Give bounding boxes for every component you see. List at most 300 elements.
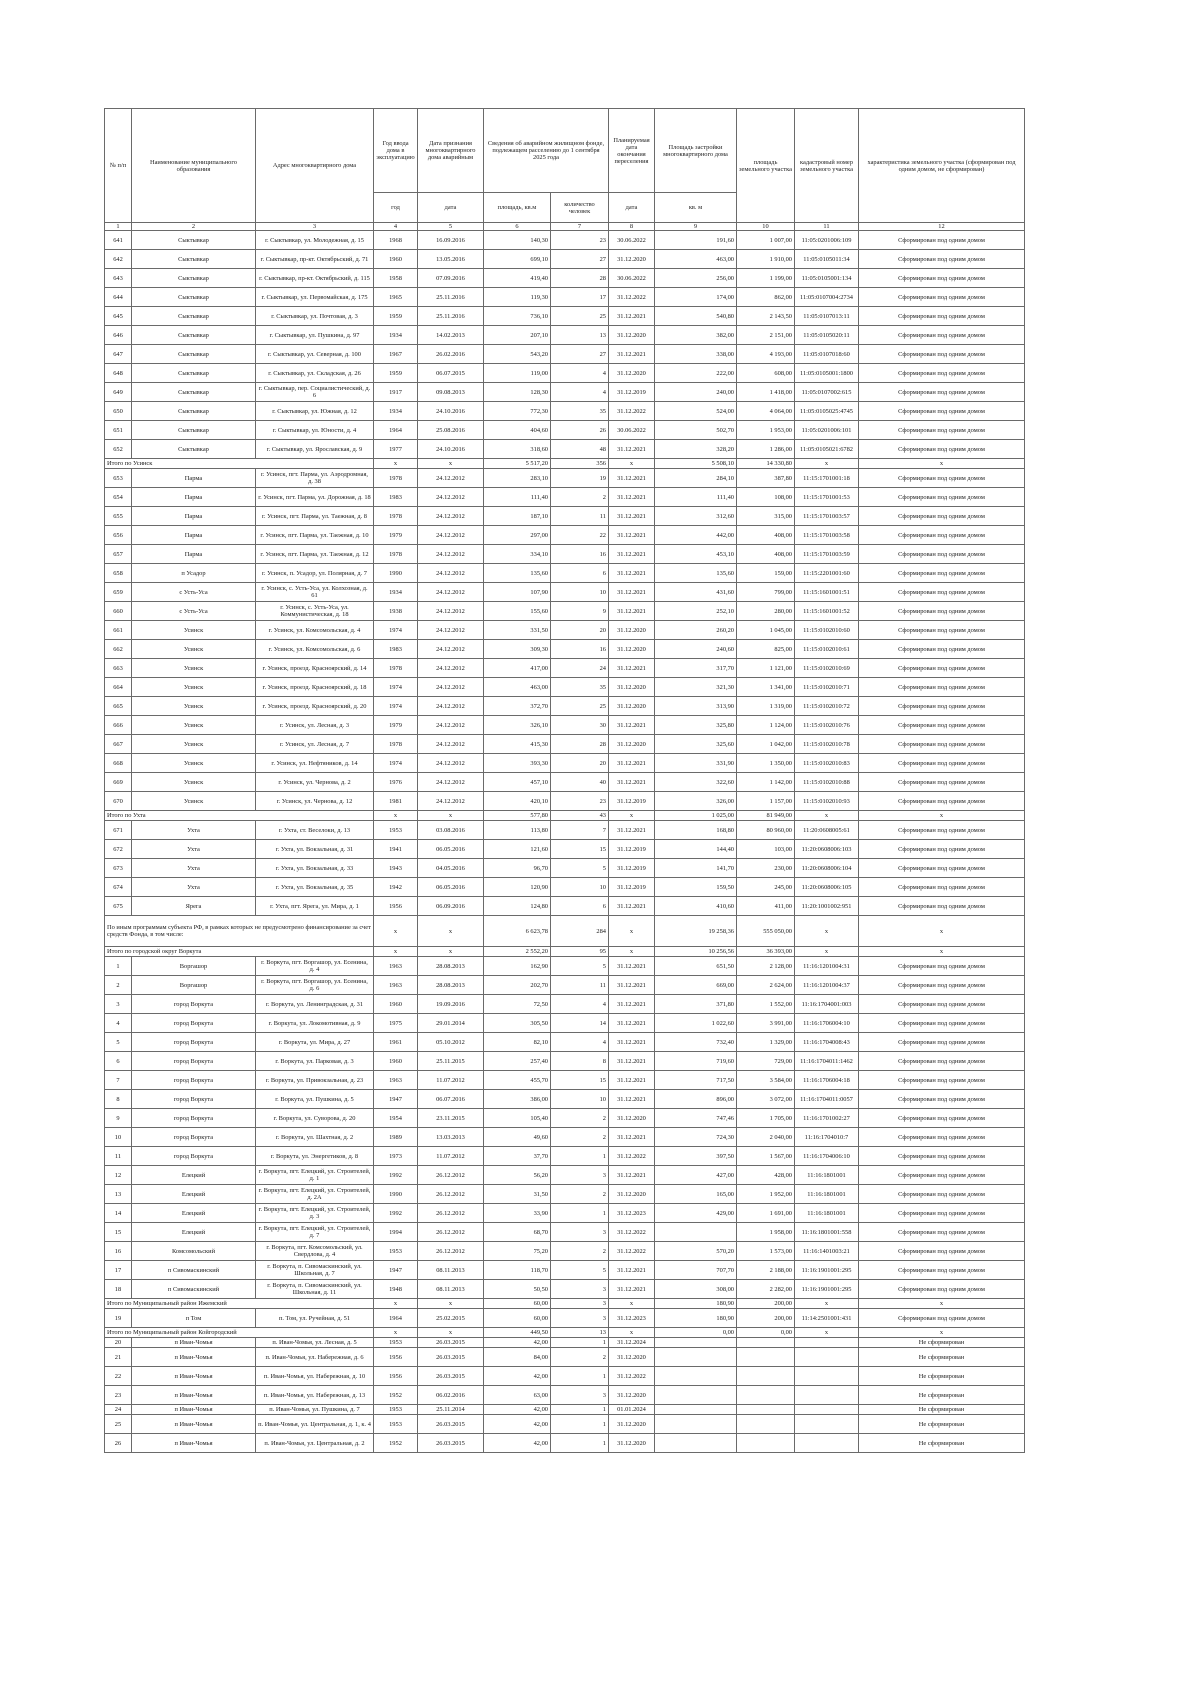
cell-number: 674	[105, 878, 132, 897]
table-row	[105, 345, 1025, 364]
cell-emergency-date: 24.12.2012	[418, 507, 484, 526]
cell-land-area: 3 584,00	[737, 1071, 795, 1090]
cell-cadastral: 11:15:0102010:78	[795, 735, 859, 754]
table-row	[105, 564, 1025, 583]
cell-address: п. Иван-Чомья, ул. Центральная, д. 2	[256, 1434, 374, 1453]
cell-land-area: 1 341,00	[737, 678, 795, 697]
cell-number: 15	[105, 1223, 132, 1242]
cell-people: 48	[551, 440, 609, 459]
cell-plan-date: 31.12.2020	[609, 735, 655, 754]
cell-people: 6	[551, 897, 609, 916]
table-row	[105, 1071, 1025, 1090]
cell-emergency-date: 11.07.2012	[418, 1071, 484, 1090]
cell-number: 665	[105, 697, 132, 716]
cell-build-area: 240,00	[655, 383, 737, 402]
cell-land-status: Не сформирован	[859, 1434, 1025, 1453]
cell-land-status: Сформирован под одним домом	[859, 1090, 1025, 1109]
cell-plan-date: 31.12.2022	[609, 1223, 655, 1242]
cell-people: 43	[551, 811, 609, 821]
cell-emergency-date: 03.08.2016	[418, 821, 484, 840]
column-number: 2	[132, 223, 256, 231]
cell-number: 11	[105, 1147, 132, 1166]
cell-year: x	[374, 947, 418, 957]
cell-land-area: 2 282,00	[737, 1280, 795, 1299]
cell-build-area: 328,20	[655, 440, 737, 459]
cell-number: 9	[105, 1109, 132, 1128]
cell-land-area: 81 949,00	[737, 811, 795, 821]
cell-number: 648	[105, 364, 132, 383]
cell-land-status: Сформирован под одним домом	[859, 995, 1025, 1014]
cell-land-status: Сформирован под одним домом	[859, 307, 1025, 326]
cell-people: 40	[551, 773, 609, 792]
cell-emergency-date: 08.11.2013	[418, 1280, 484, 1299]
cell-address: г. Сыктывкар, ул. Северная, д. 100	[256, 345, 374, 364]
table-row	[105, 716, 1025, 735]
cell-municipality: Усинск	[132, 735, 256, 754]
cell-municipality: Сыктывкар	[132, 364, 256, 383]
table-row	[105, 1128, 1025, 1147]
cell-emergency-date: 06.09.2016	[418, 897, 484, 916]
cell-year: 1953	[374, 1415, 418, 1434]
cell-emergency-date: x	[418, 811, 484, 821]
cell-cadastral: 11:05:0107013:11	[795, 307, 859, 326]
header-number: № п/п	[105, 109, 132, 223]
cell-cadastral: 11:15:1701003:58	[795, 526, 859, 545]
table-row	[105, 697, 1025, 716]
cell-cadastral: 11:16:1704006:10	[795, 1147, 859, 1166]
cell-address: г. Воркута, пгт. Елецкий, ул. Строителей, д. 7	[256, 1223, 374, 1242]
cell-emergency-date: 11.07.2012	[418, 1147, 484, 1166]
cell-land-status: Сформирован под одним домом	[859, 326, 1025, 345]
cell-address: г. Сыктывкар, пр-кт. Октябрьский, д. 115	[256, 269, 374, 288]
cell-year: x	[374, 459, 418, 469]
cell-number: 14	[105, 1204, 132, 1223]
cell-municipality: Парма	[132, 545, 256, 564]
cell-plan-date: 31.12.2019	[609, 878, 655, 897]
cell-land-area: 1 042,00	[737, 735, 795, 754]
cell-people: 35	[551, 402, 609, 421]
table-row	[105, 1204, 1025, 1223]
table-row	[105, 1280, 1025, 1299]
cell-land-status: Сформирован под одним домом	[859, 345, 1025, 364]
cell-area: 420,10	[484, 792, 551, 811]
cell-area: 37,70	[484, 1147, 551, 1166]
cell-land-status: x	[859, 1299, 1025, 1309]
cell-area: 33,90	[484, 1204, 551, 1223]
cell-municipality: город Воркута	[132, 1014, 256, 1033]
header-year: Год ввода дома в эксплуатацию	[374, 109, 418, 193]
cell-cadastral: 11:20:0608006:103	[795, 840, 859, 859]
cell-area: 207,10	[484, 326, 551, 345]
column-number: 10	[737, 223, 795, 231]
cell-area: 72,50	[484, 995, 551, 1014]
cell-land-area	[737, 1386, 795, 1405]
cell-area: 415,30	[484, 735, 551, 754]
cell-municipality: п Иван-Чомья	[132, 1348, 256, 1367]
cell-plan-date: 31.12.2021	[609, 307, 655, 326]
table-row	[105, 488, 1025, 507]
cell-build-area	[655, 1415, 737, 1434]
cell-year: 1942	[374, 878, 418, 897]
header-land-area: площадь земельного участка	[737, 109, 795, 223]
cell-address: г. Воркута, ул. Пушкина, д. 5	[256, 1090, 374, 1109]
table-row	[105, 1434, 1025, 1453]
cell-build-area: 191,60	[655, 231, 737, 250]
cell-people: 20	[551, 754, 609, 773]
cell-people: 27	[551, 250, 609, 269]
cell-year: 1994	[374, 1223, 418, 1242]
cell-area: 297,00	[484, 526, 551, 545]
cell-land-status: Сформирован под одним домом	[859, 640, 1025, 659]
table-row	[105, 250, 1025, 269]
header-plan-date: Планируемая дата окончания переселения	[609, 109, 655, 193]
cell-plan-date: 31.12.2021	[609, 526, 655, 545]
cell-land-status: Не сформирован	[859, 1386, 1025, 1405]
cell-land-area: 2 151,00	[737, 326, 795, 345]
cell-emergency-date: 05.10.2012	[418, 1033, 484, 1052]
cell-build-area: 410,60	[655, 897, 737, 916]
cell-people: 19	[551, 469, 609, 488]
cell-number: 642	[105, 250, 132, 269]
cell-people: 95	[551, 947, 609, 957]
cell-people: 284	[551, 916, 609, 947]
cell-address: г. Воркута, ул. Энергетиков, д. 8	[256, 1147, 374, 1166]
cell-year: 1958	[374, 269, 418, 288]
cell-plan-date: x	[609, 916, 655, 947]
cell-land-status: x	[859, 811, 1025, 821]
cell-cadastral: 11:05:0201006:109	[795, 231, 859, 250]
subtotal-row	[105, 1328, 1025, 1338]
cell-area: 96,70	[484, 859, 551, 878]
cell-land-area: 2 040,00	[737, 1128, 795, 1147]
cell-land-status: Сформирован под одним домом	[859, 878, 1025, 897]
cell-land-area: 408,00	[737, 545, 795, 564]
table-row	[105, 602, 1025, 621]
table-row	[105, 440, 1025, 459]
cell-land-status: Сформирован под одним домом	[859, 1280, 1025, 1299]
cell-land-area	[737, 1405, 795, 1415]
cell-cadastral: 11:05:0107002:615	[795, 383, 859, 402]
cell-land-status: Сформирован под одним домом	[859, 1166, 1025, 1185]
cell-number: 4	[105, 1014, 132, 1033]
subtotal-row	[105, 947, 1025, 957]
cell-emergency-date: 13.05.2016	[418, 250, 484, 269]
cell-municipality: Усинск	[132, 716, 256, 735]
cell-build-area: 651,50	[655, 957, 737, 976]
cell-cadastral: 11:15:1701003:57	[795, 507, 859, 526]
cell-build-area: 322,60	[655, 773, 737, 792]
cell-build-area: 431,60	[655, 583, 737, 602]
cell-people: 23	[551, 231, 609, 250]
cell-number: 661	[105, 621, 132, 640]
cell-plan-date: 31.12.2021	[609, 957, 655, 976]
cell-land-area: 799,00	[737, 583, 795, 602]
cell-area: 50,50	[484, 1280, 551, 1299]
cell-address: г. Воркута, п. Сивомаскинский, ул. Школьная, д. 11	[256, 1280, 374, 1299]
cell-year: 1943	[374, 859, 418, 878]
cell-land-area: 408,00	[737, 526, 795, 545]
cell-number: 660	[105, 602, 132, 621]
cell-plan-date: 31.12.2021	[609, 1166, 655, 1185]
table-row	[105, 1338, 1025, 1348]
cell-land-area: 729,00	[737, 1052, 795, 1071]
table-row	[105, 897, 1025, 916]
cell-land-area: 2 143,50	[737, 307, 795, 326]
cell-address: г. Воркута, пгт. Комсомольский, ул. Свердлова, д. 4	[256, 1242, 374, 1261]
cell-land-status: Сформирован под одним домом	[859, 602, 1025, 621]
cell-municipality: Усинск	[132, 640, 256, 659]
cell-build-area: 135,60	[655, 564, 737, 583]
cell-people: 2	[551, 1348, 609, 1367]
cell-land-status: Сформирован под одним домом	[859, 1223, 1025, 1242]
cell-number: 6	[105, 1052, 132, 1071]
cell-cadastral: x	[795, 811, 859, 821]
table-row	[105, 1348, 1025, 1367]
cell-land-area: 1 319,00	[737, 697, 795, 716]
cell-municipality: город Воркута	[132, 1147, 256, 1166]
cell-year: 1956	[374, 897, 418, 916]
cell-year: 1959	[374, 307, 418, 326]
cell-address: п. Иван-Чомья, ул. Набережная, д. 10	[256, 1367, 374, 1386]
cell-number: 643	[105, 269, 132, 288]
table-row	[105, 735, 1025, 754]
cell-land-area: 1 007,00	[737, 231, 795, 250]
cell-plan-date: x	[609, 811, 655, 821]
cell-land-area: 1 958,00	[737, 1223, 795, 1242]
cell-land-area	[737, 1367, 795, 1386]
cell-people: 356	[551, 459, 609, 469]
cell-cadastral: 11:20:1001002:951	[795, 897, 859, 916]
cell-emergency-date: x	[418, 916, 484, 947]
cell-plan-date: 31.12.2021	[609, 716, 655, 735]
cell-year: 1979	[374, 716, 418, 735]
cell-build-area: 308,00	[655, 1280, 737, 1299]
subheader-plan-date: дата	[609, 193, 655, 223]
cell-year: 1952	[374, 1434, 418, 1453]
cell-cadastral: 11:05:0105021:6782	[795, 440, 859, 459]
cell-plan-date: 31.12.2020	[609, 640, 655, 659]
cell-number: 13	[105, 1185, 132, 1204]
cell-year: 1979	[374, 526, 418, 545]
cell-build-area: 453,10	[655, 545, 737, 564]
cell-number: 23	[105, 1386, 132, 1405]
cell-people: 27	[551, 345, 609, 364]
cell-year: 1974	[374, 621, 418, 640]
cell-land-status: Сформирован под одним домом	[859, 383, 1025, 402]
cell-people: 16	[551, 545, 609, 564]
cell-year: 1976	[374, 773, 418, 792]
cell-area: 155,60	[484, 602, 551, 621]
cell-land-status: Сформирован под одним домом	[859, 1309, 1025, 1328]
cell-people: 9	[551, 602, 609, 621]
cell-cadastral: 11:16:1706004:18	[795, 1071, 859, 1090]
column-number: 3	[256, 223, 374, 231]
cell-year: 1956	[374, 1348, 418, 1367]
cell-build-area: 317,70	[655, 659, 737, 678]
cell-people: 2	[551, 488, 609, 507]
subtotal-row	[105, 1299, 1025, 1309]
cell-municipality: Усинск	[132, 773, 256, 792]
cell-number: 644	[105, 288, 132, 307]
cell-municipality: Сыктывкар	[132, 288, 256, 307]
cell-land-area: 200,00	[737, 1309, 795, 1328]
cell-area: 118,70	[484, 1261, 551, 1280]
cell-address: г. Воркута, п. Сивомаскинский, ул. Школьная, д. 7	[256, 1261, 374, 1280]
cell-number: 668	[105, 754, 132, 773]
cell-plan-date: 31.12.2021	[609, 1128, 655, 1147]
cell-municipality: Парма	[132, 488, 256, 507]
cell-cadastral	[795, 1415, 859, 1434]
cell-area: 31,50	[484, 1185, 551, 1204]
cell-land-status: Сформирован под одним домом	[859, 545, 1025, 564]
subtotal-row	[105, 459, 1025, 469]
cell-land-status: Не сформирован	[859, 1367, 1025, 1386]
cell-cadastral: 11:15:1701003:59	[795, 545, 859, 564]
cell-land-status: x	[859, 1328, 1025, 1338]
cell-municipality: п Усадор	[132, 564, 256, 583]
cell-address: г. Усинск, пгт. Парма, ул. Таежная, д. 12	[256, 545, 374, 564]
cell-municipality: Усинск	[132, 678, 256, 697]
cell-land-area: 103,00	[737, 840, 795, 859]
cell-year: 1973	[374, 1147, 418, 1166]
cell-cadastral	[795, 1338, 859, 1348]
table-row	[105, 1166, 1025, 1185]
cell-cadastral: 11:15:0102010:71	[795, 678, 859, 697]
table-row	[105, 1033, 1025, 1052]
cell-year: x	[374, 811, 418, 821]
cell-people: 1	[551, 1367, 609, 1386]
cell-year: 1974	[374, 678, 418, 697]
cell-emergency-date: 28.08.2013	[418, 957, 484, 976]
cell-plan-date: 31.12.2021	[609, 773, 655, 792]
cell-year: 1978	[374, 735, 418, 754]
cell-address: г. Усинск, п. Усадор, ул. Полярная, д. 7	[256, 564, 374, 583]
cell-cadastral: 11:16:1704001:003	[795, 995, 859, 1014]
cell-emergency-date: 25.11.2015	[418, 1052, 484, 1071]
cell-build-area: 326,00	[655, 792, 737, 811]
cell-cadastral: 11:16:1701002:27	[795, 1109, 859, 1128]
cell-emergency-date: 24.12.2012	[418, 545, 484, 564]
cell-area: 119,30	[484, 288, 551, 307]
cell-build-area: 5 508,10	[655, 459, 737, 469]
cell-build-area: 724,30	[655, 1128, 737, 1147]
cell-municipality: Ухта	[132, 821, 256, 840]
subtotal-label: По иным программам субъекта РФ, в рамках которых не предусмотрено финансирование за счет средств Фонда, в том числе:	[105, 916, 374, 947]
cell-plan-date: 31.12.2023	[609, 1204, 655, 1223]
cell-year: 1963	[374, 1071, 418, 1090]
cell-land-area: 2 624,00	[737, 976, 795, 995]
cell-people: 24	[551, 659, 609, 678]
cell-municipality: п Иван-Чомья	[132, 1434, 256, 1453]
cell-build-area: 325,60	[655, 735, 737, 754]
cell-address: г. Усинск, проезд. Красноярский, д. 18	[256, 678, 374, 697]
cell-emergency-date: 24.12.2012	[418, 678, 484, 697]
cell-build-area	[655, 1348, 737, 1367]
cell-year: 1948	[374, 1280, 418, 1299]
cell-emergency-date: 25.11.2016	[418, 288, 484, 307]
cell-municipality: Елецкий	[132, 1204, 256, 1223]
cell-cadastral: 11:05:0105020:11	[795, 326, 859, 345]
cell-cadastral: 11:15:1601001:51	[795, 583, 859, 602]
cell-year: 1953	[374, 1242, 418, 1261]
cell-people: 26	[551, 421, 609, 440]
cell-number: 20	[105, 1338, 132, 1348]
cell-build-area: 524,00	[655, 402, 737, 421]
subtotal-label: Итого по Муниципальный район Койгородский	[105, 1328, 374, 1338]
cell-number: 5	[105, 1033, 132, 1052]
table-row	[105, 307, 1025, 326]
cell-plan-date: 31.12.2021	[609, 507, 655, 526]
cell-build-area: 502,70	[655, 421, 737, 440]
cell-emergency-date: 24.10.2016	[418, 402, 484, 421]
table-row	[105, 1052, 1025, 1071]
cell-build-area: 256,00	[655, 269, 737, 288]
cell-address: г. Сыктывкар, пер. Социалистический, д. 6	[256, 383, 374, 402]
cell-build-area: 382,00	[655, 326, 737, 345]
cell-plan-date: 31.12.2020	[609, 1348, 655, 1367]
subheader-build-area: кв. м	[655, 193, 737, 223]
cell-build-area: 180,90	[655, 1299, 737, 1309]
cell-build-area: 141,70	[655, 859, 737, 878]
cell-area: 449,50	[484, 1328, 551, 1338]
cell-number: 647	[105, 345, 132, 364]
table-row	[105, 1147, 1025, 1166]
cell-emergency-date: 08.11.2013	[418, 1261, 484, 1280]
table-row	[105, 364, 1025, 383]
cell-address: г. Усинск, пгт. Парма, ул. Дорожная, д. 18	[256, 488, 374, 507]
table-row	[105, 1405, 1025, 1415]
cell-address: г. Ухта, пгт. Ярега, ул. Мира, д. 1	[256, 897, 374, 916]
cell-year: 1963	[374, 957, 418, 976]
cell-municipality: Ухта	[132, 878, 256, 897]
cell-year: 1960	[374, 1052, 418, 1071]
table-row	[105, 526, 1025, 545]
cell-people: 22	[551, 526, 609, 545]
subheader-people: количество человек	[551, 193, 609, 223]
cell-number: 657	[105, 545, 132, 564]
cell-number: 10	[105, 1128, 132, 1147]
cell-municipality: п Иван-Чомья	[132, 1367, 256, 1386]
cell-year: 1981	[374, 792, 418, 811]
cell-build-area: 732,40	[655, 1033, 737, 1052]
cell-cadastral: 11:05:0107004:2734	[795, 288, 859, 307]
cell-land-area: 1 124,00	[737, 716, 795, 735]
cell-area: 699,10	[484, 250, 551, 269]
cell-build-area: 896,00	[655, 1090, 737, 1109]
cell-land-status: Сформирован под одним домом	[859, 754, 1025, 773]
cell-emergency-date: 24.12.2012	[418, 488, 484, 507]
cell-municipality: п Том	[132, 1309, 256, 1328]
cell-municipality: п Иван-Чомья	[132, 1405, 256, 1415]
cell-land-area: 608,00	[737, 364, 795, 383]
cell-land-area: 315,00	[737, 507, 795, 526]
cell-emergency-date: 26.03.2015	[418, 1348, 484, 1367]
cell-cadastral: 11:15:0102010:83	[795, 754, 859, 773]
cell-land-area: 1 952,00	[737, 1185, 795, 1204]
cell-people: 2	[551, 1128, 609, 1147]
cell-year: 1938	[374, 602, 418, 621]
cell-people: 14	[551, 1014, 609, 1033]
cell-cadastral: 11:15:0102010:76	[795, 716, 859, 735]
cell-municipality: город Воркута	[132, 1128, 256, 1147]
cell-cadastral: 11:15:0102010:72	[795, 697, 859, 716]
cell-build-area: 240,60	[655, 640, 737, 659]
cell-address: г. Ухта, ст. Веселоки, д. 13	[256, 821, 374, 840]
cell-build-area: 10 256,56	[655, 947, 737, 957]
cell-area: 68,70	[484, 1223, 551, 1242]
cell-plan-date: 31.12.2021	[609, 1280, 655, 1299]
cell-land-area: 245,00	[737, 878, 795, 897]
